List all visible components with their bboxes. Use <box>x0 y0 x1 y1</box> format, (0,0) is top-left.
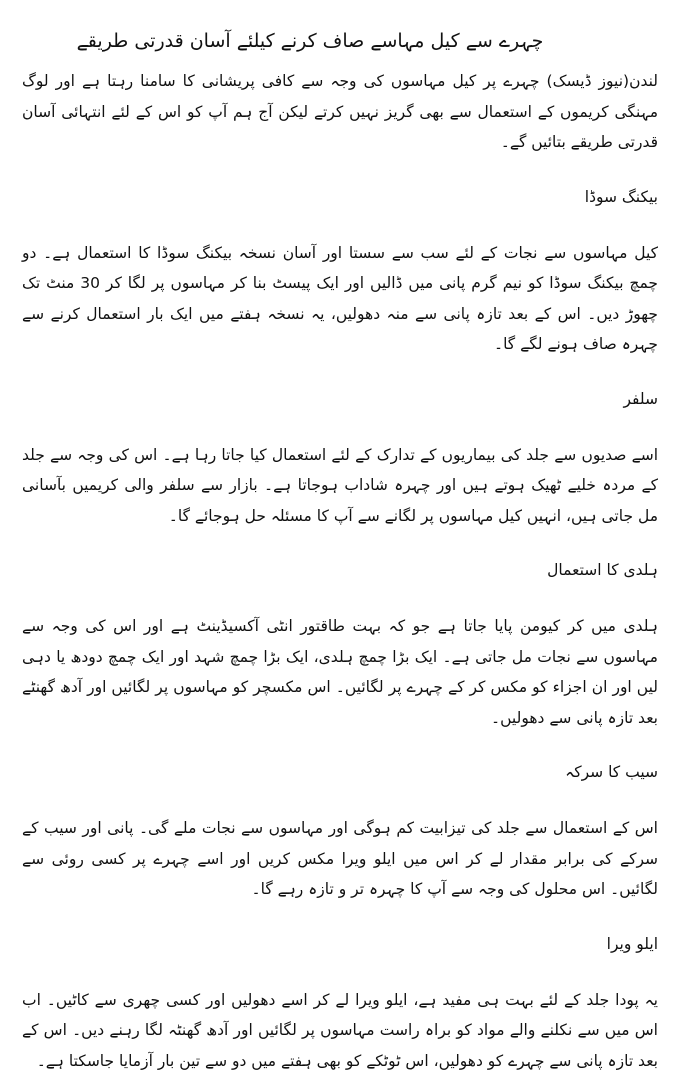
section-heading-sulfur: سلفر <box>22 384 658 414</box>
section-text-turmeric: ہلدی میں کر کیومن پایا جاتا ہے جو کہ بہت طاقتور انٹی آکسیڈینٹ ہے اور اس کی وجہ سے مہاسوں سے نجات مل جاتی ہے۔ ایک بڑا چمچ ہلدی، ایک بڑا چمچ شہد اور ایک چمچ دودھ یا دہی لیں اور ان اجزاء کو مکس کر کے چہرے پر لگائیں۔ اس مکسچر کو مہاسوں پر لگائیں اور آدھ گھنٹے بعد تازہ پانی سے دھولیں۔ <box>22 611 658 733</box>
spacer <box>22 585 658 611</box>
section-text-sulfur: اسے صدیوں سے جلد کی بیماریوں کے تدارک کے لئے استعمال کیا جاتا رہا ہے۔ اس کی وجہ سے جلد کے مردہ خلیے ٹھیک ہوتے ہیں اور چہرہ شاداب ہوجاتا ہے۔ بازار سے سلفر والی کریمیں بآسانی مل جاتی ہیں، انہیں کیل مہاسوں پر لگانے سے آپ کا مسئلہ حل ہوجائے گا۔ <box>22 440 658 532</box>
section-heading-baking-soda: بیکنگ سوڈا <box>22 182 658 212</box>
spacer <box>22 360 658 384</box>
spacer <box>22 531 658 555</box>
spacer <box>22 905 658 929</box>
section-heading-apple-vinegar: سیب کا سرکہ <box>22 757 658 787</box>
section-text-aloe-vera: یہ پودا جلد کے لئے بہت ہی مفید ہے، ایلو ویرا لے کر اسے دھولیں اور کسی چھری سے کاٹیں۔ اب اس میں سے نکلنے والے مواد کو براہ راست مہاسوں پر لگائیں اور آدھ گھنٹہ لگا رہنے دیں۔ اس کے بعد تازہ پانی سے چہرے کو دھولیں، اس ٹوٹکے کو بھی ہفتے میں دو سے تین بار آزمایا جاسکتا ہے۔ <box>22 985 658 1076</box>
spacer <box>22 733 658 757</box>
spacer <box>22 787 658 813</box>
spacer <box>22 158 658 182</box>
intro-paragraph: لندن(نیوز ڈیسک) چہرے پر کیل مہاسوں کی وجہ سے کافی پریشانی کا سامنا رہتا ہے اور لوگ مہنگی کریموں کے استعمال سے بھی گریز نہیں کرتے لیکن آج ہم آپ کو اس کے لئے انتہائی آسان قدرتی طریقے بتائیں گے۔ <box>22 66 658 158</box>
article-title: چہرے سے کیل مہاسے صاف کرنے کیلئے آسان قدرتی طریقے <box>22 22 658 60</box>
section-text-baking-soda: کیل مہاسوں سے نجات کے لئے سب سے سستا اور آسان نسخہ بیکنگ سوڈا کا استعمال ہے۔ دو چمچ بیکنگ سوڈا کو نیم گرم پانی میں ڈالیں اور ایک پیسٹ بنا کر مہاسوں پر لگا کر 30 منٹ تک چھوڑ دیں۔ اس کے بعد تازہ پانی سے منہ دھولیں، یہ نسخہ ہفتے میں ایک بار استعمال کرنے سے چہرہ صاف ہونے لگے گا۔ <box>22 238 658 360</box>
spacer <box>22 959 658 985</box>
section-heading-aloe-vera: ایلو ویرا <box>22 929 658 959</box>
spacer <box>22 212 658 238</box>
section-text-apple-vinegar: اس کے استعمال سے جلد کی تیزابیت کم ہوگی اور مہاسوں سے نجات ملے گی۔ پانی اور سیب کے سرکے کی برابر مقدار لے کر اس میں ایلو ویرا مکس کریں اور اسے چہرے پر کسی روئی سے لگائیں۔ اس محلول کی وجہ سے آپ کا چہرہ تر و تازہ رہے گا۔ <box>22 813 658 905</box>
spacer <box>22 414 658 440</box>
section-heading-turmeric: ہلدی کا استعمال <box>22 555 658 585</box>
